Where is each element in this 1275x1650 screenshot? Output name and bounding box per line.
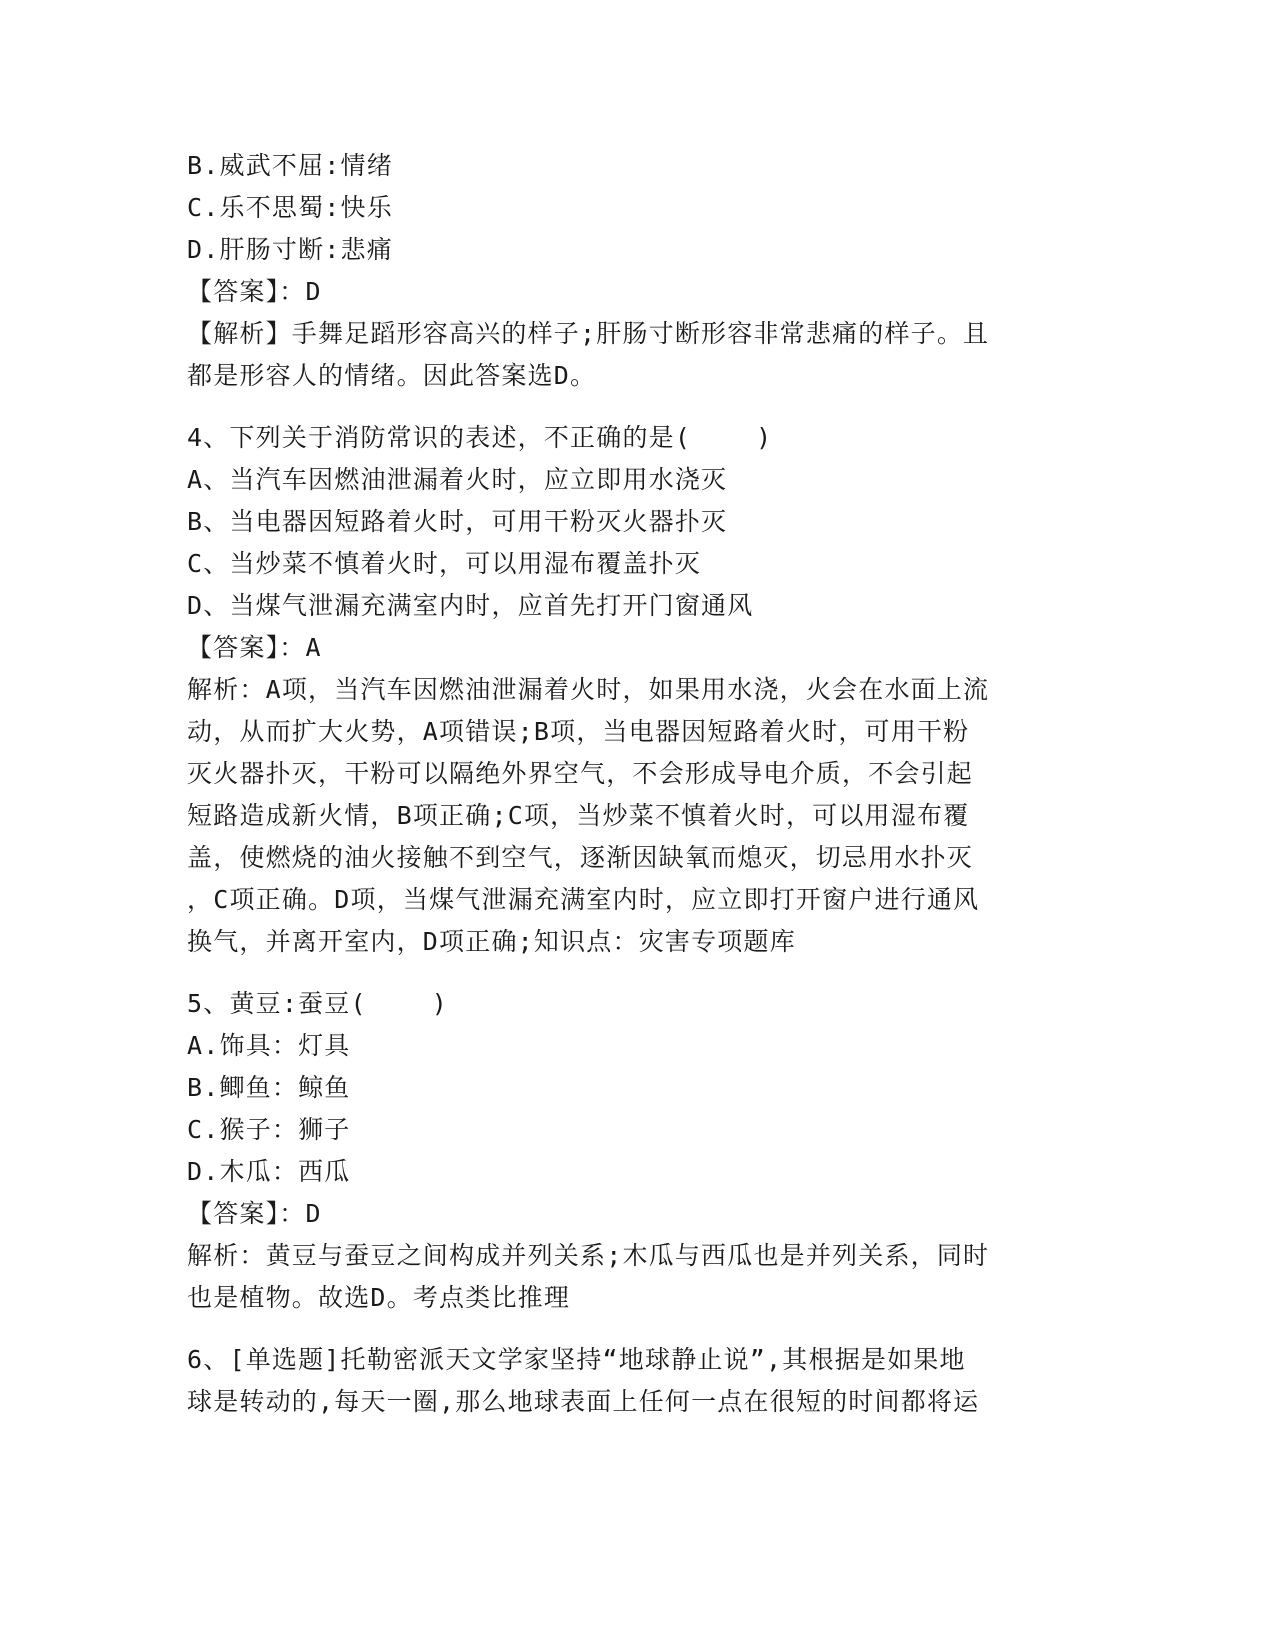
analysis-line: 【解析】手舞足蹈形容高兴的样子;肝肠寸断形容非常悲痛的样子。且 bbox=[187, 319, 990, 348]
question-stem: 4、下列关于消防常识的表述，不正确的是( ) bbox=[187, 423, 773, 452]
exam-page bbox=[187, 145, 1087, 1423]
option-b: B.威武不屈:情绪 bbox=[187, 151, 393, 180]
option-d: D.肝肠寸断:悲痛 bbox=[187, 235, 393, 264]
analysis-line: 都是形容人的情绪。因此答案选D。 bbox=[187, 361, 597, 390]
question-stem: 5、黄豆:蚕豆( ) bbox=[187, 989, 449, 1018]
question-5 bbox=[187, 983, 1087, 1319]
analysis-line: 解析：A项，当汽车因燃油泄漏着火时，如果用水浇，火会在水面上流 bbox=[187, 675, 990, 704]
option-d: D、当煤气泄漏充满室内时，应首先打开门窗通风 bbox=[187, 591, 754, 620]
question-stem-line: 6、[单选题]托勒密派天文学家坚持“地球静止说”,其根据是如果地 bbox=[187, 1345, 966, 1374]
analysis-line: 灭火器扑灭，干粉可以隔绝外界空气，不会形成导电介质，不会引起 bbox=[187, 759, 974, 788]
option-b: B、当电器因短路着火时，可用干粉灭火器扑灭 bbox=[187, 507, 728, 536]
question-stem-line: 球是转动的,每天一圈,那么地球表面上任何一点在很短的时间都将运 bbox=[187, 1387, 980, 1416]
option-a: A、当汽车因燃油泄漏着火时，应立即用水浇灭 bbox=[187, 465, 728, 494]
question-3-tail bbox=[187, 145, 1087, 397]
answer: 【答案】：D bbox=[187, 277, 322, 306]
analysis-line: 动，从而扩大火势，A项错误;B项，当电器因短路着火时，可用干粉 bbox=[187, 717, 970, 746]
analysis-line: 盖，使燃烧的油火接触不到空气，逐渐因缺氧而熄灭，切忌用水扑灭 bbox=[187, 843, 974, 872]
option-d: D.木瓜：西瓜 bbox=[187, 1157, 351, 1186]
answer: 【答案】：A bbox=[187, 633, 322, 662]
option-c: C.猴子：狮子 bbox=[187, 1115, 351, 1144]
analysis-line: 短路造成新火情，B项正确;C项，当炒菜不慎着火时，可以用湿布覆 bbox=[187, 801, 970, 830]
option-b: B.鲫鱼：鲸鱼 bbox=[187, 1073, 351, 1102]
option-a: A.饰具：灯具 bbox=[187, 1031, 351, 1060]
analysis-line: ，C项正确。D项，当煤气泄漏充满室内时，应立即打开窗户进行通风 bbox=[187, 885, 980, 914]
option-c: C.乐不思蜀:快乐 bbox=[187, 193, 393, 222]
analysis-line: 也是植物。故选D。考点类比推理 bbox=[187, 1283, 571, 1312]
analysis-line: 换气，并离开室内，D项正确;知识点：灾害专项题库 bbox=[187, 927, 796, 956]
question-6 bbox=[187, 1339, 1087, 1423]
analysis-line: 解析：黄豆与蚕豆之间构成并列关系;木瓜与西瓜也是并列关系，同时 bbox=[187, 1241, 990, 1270]
question-4 bbox=[187, 417, 1087, 963]
answer: 【答案】：D bbox=[187, 1199, 322, 1228]
option-c: C、当炒菜不慎着火时，可以用湿布覆盖扑灭 bbox=[187, 549, 702, 578]
